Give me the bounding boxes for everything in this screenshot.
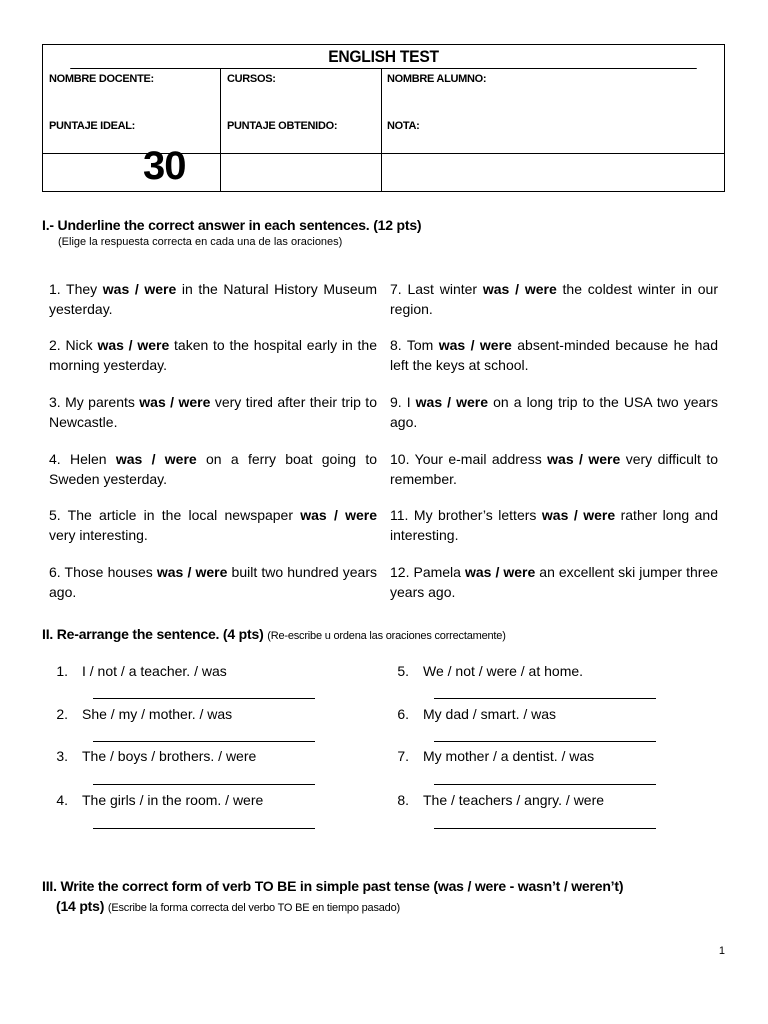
part1-item: 7. Last winter was / were the coldest winter in our region. <box>390 281 719 317</box>
answer-line[interactable] <box>93 827 315 829</box>
rearrange-item: 5. We / not / were / at home. <box>397 663 584 679</box>
part2-note: (Re-escribe u ordena las oraciones correctamente) <box>267 630 506 642</box>
part3-title: III. Write the correct form of verb TO BE in simple past tense (was / were - wasn’t / weren’t) <box>42 878 624 894</box>
part2-title-text: II. Re-arrange the sentence. (4 pts) <box>42 626 264 642</box>
rearrange-item: 2. She / my / mother. / was <box>56 706 233 722</box>
part1-item: 3. My parents was / were very tired after their trip to Newcastle. <box>49 394 377 430</box>
ideal-score: 30 <box>143 144 186 188</box>
cursos-label: CURSOS: <box>227 73 276 85</box>
part1-item: 8. Tom was / were absent-minded because he had left the keys at school. <box>390 337 718 373</box>
page-number: 1 <box>718 945 725 957</box>
header-table <box>42 44 725 192</box>
part1-title <box>42 217 421 233</box>
part1-item: 1. They was / were in the Natural History Museum yesterday. <box>49 281 378 317</box>
rearrange-item: 6. My dad / smart. / was <box>397 706 557 722</box>
part3-note: (Escribe la forma correcta del verbo TO BE en tiempo pasado) <box>107 902 400 914</box>
answer-line[interactable] <box>93 697 315 699</box>
part1-item: 9. I was / were on a long trip to the USA two years ago. <box>390 394 718 430</box>
nombre-docente-label: NOMBRE DOCENTE: <box>49 73 154 85</box>
answer-choice[interactable]: was / were <box>482 281 557 297</box>
part1-item: 5. The article in the local newspaper was / were very interesting. <box>49 507 377 543</box>
puntaje-obtenido-label: PUNTAJE OBTENIDO: <box>227 120 338 132</box>
answer-choice[interactable]: was / were <box>97 337 170 353</box>
answer-choice[interactable]: was / were <box>300 507 377 523</box>
answer-line[interactable] <box>434 783 656 785</box>
answer-choice[interactable]: was / were <box>102 281 177 297</box>
answer-choice[interactable]: was / were <box>438 337 512 353</box>
answer-line[interactable] <box>434 740 656 742</box>
part1-subtitle: (Elige la respuesta correcta en cada una de las oraciones) <box>58 236 343 248</box>
rearrange-item: 4. The girls / in the room. / were <box>56 792 264 808</box>
part1-item: 11. My brother’s letters was / were rather long and interesting. <box>390 507 718 543</box>
part1-points: (12 pts) <box>373 217 422 233</box>
answer-line[interactable] <box>434 827 656 829</box>
part3-points-row <box>56 898 400 914</box>
nombre-alumno-label: NOMBRE ALUMNO: <box>387 73 487 85</box>
part1-title-text: I.- Underline the correct answer in each sentences. <box>42 217 370 233</box>
test-title: ENGLISH TEST <box>70 45 697 69</box>
rearrange-item: 8. The / teachers / angry. / were <box>397 792 605 808</box>
answer-choice[interactable]: was / were <box>541 507 616 523</box>
answer-choice[interactable]: was / were <box>464 564 536 580</box>
answer-choice[interactable]: was / were <box>156 564 228 580</box>
part2-title <box>42 626 506 642</box>
part1-item: 2. Nick was / were taken to the hospital early in the morning yesterday. <box>49 337 377 373</box>
part1-item: 12. Pamela was / were an excellent ski jumper three years ago. <box>390 564 718 600</box>
part3-points: (14 pts) <box>56 898 105 914</box>
answer-choice[interactable]: was / were <box>139 394 211 410</box>
answer-choice[interactable]: was / were <box>115 451 197 467</box>
answer-choice[interactable]: was / were <box>547 451 621 467</box>
answer-line[interactable] <box>434 697 656 699</box>
part1-item: 4. Helen was / were on a ferry boat going to Sweden yesterday. <box>49 451 377 487</box>
rearrange-item: 1. I / not / a teacher. / was <box>56 663 227 679</box>
answer-line[interactable] <box>93 783 315 785</box>
part1-item: 6. Those houses was / were built two hundred years ago. <box>49 564 378 600</box>
rearrange-item: 7. My mother / a dentist. / was <box>397 748 595 764</box>
puntaje-ideal-label: PUNTAJE IDEAL: <box>49 120 136 132</box>
part1-item: 10. Your e-mail address was / were very difficult to remember. <box>390 451 718 487</box>
divider <box>381 69 382 192</box>
answer-choice[interactable]: was / were <box>415 394 489 410</box>
rearrange-item: 3. The / boys / brothers. / were <box>56 748 257 764</box>
answer-line[interactable] <box>93 740 315 742</box>
divider <box>220 69 221 192</box>
nota-label: NOTA: <box>387 120 420 132</box>
